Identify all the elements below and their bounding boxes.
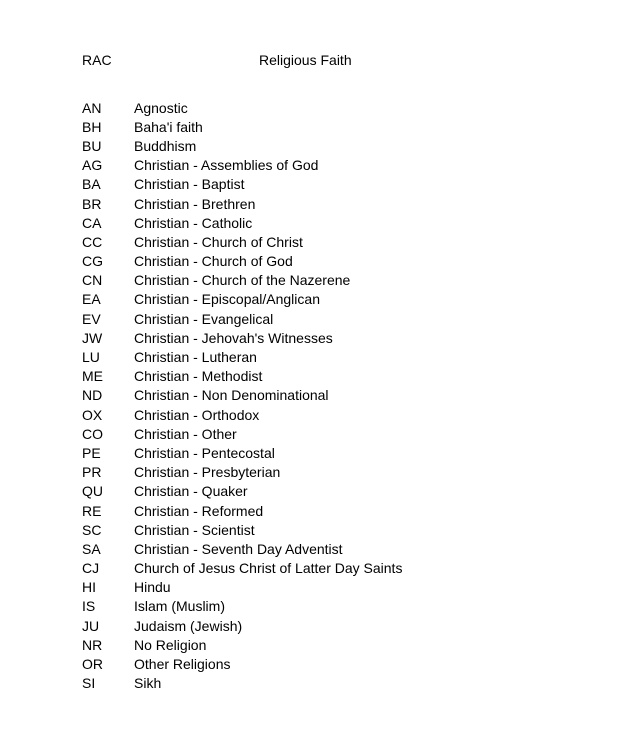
religion-name: Christian - Other [134,425,237,442]
religion-code: LU [82,349,100,366]
religion-name: Christian - Quaker [134,483,248,500]
religion-name: Christian - Seventh Day Adventist [134,540,343,557]
religion-name: Hindu [134,579,171,596]
religion-code: CJ [82,560,100,577]
religion-code: AN [82,99,102,116]
religion-code: EA [82,291,101,308]
religion-name: Christian - Jehovah's Witnesses [134,329,333,346]
religion-name: Christian - Church of Christ [134,233,303,250]
religion-name: Judaism (Jewish) [134,617,243,634]
religion-code: ND [82,387,103,404]
list-item [82,309,542,328]
religion-name: Christian - Assemblies of God [134,157,319,174]
religion-code: SC [82,521,102,538]
religion-name: Christian - Orthodox [134,406,260,423]
list-item [82,136,542,155]
religion-code: HI [82,579,96,596]
religion-code: JW [82,329,103,346]
religion-code: OR [82,656,103,673]
list-item [82,654,542,673]
list-item [82,482,542,501]
religion-code: PR [82,464,102,481]
religion-name: Church of Jesus Christ of Latter Day Saints [134,560,403,577]
religion-name: Christian - Catholic [134,214,253,231]
list-item [82,117,542,136]
religion-code: ME [82,368,103,385]
religion-code: RE [82,502,102,519]
list-item [82,213,542,232]
list-item [82,175,542,194]
religion-code: CC [82,233,103,250]
religion-name: Christian - Lutheran [134,349,257,366]
religion-name: Sikh [134,675,162,692]
religion-code: EV [82,310,101,327]
list-item [82,367,542,386]
religion-code: CG [82,253,103,270]
religion-code: PE [82,444,101,461]
religion-name: Christian - Church of God [134,253,293,270]
religion-code: NR [82,636,103,653]
list-item [82,635,542,654]
religion-name: Christian - Pentecostal [134,444,275,461]
list-item [82,405,542,424]
religion-name: Christian - Episcopal/Anglican [134,291,320,308]
list-item [82,194,542,213]
religion-code: JU [82,617,100,634]
religion-code-list [82,98,542,693]
religion-code: QU [82,483,103,500]
list-item [82,252,542,271]
list-item [82,98,542,117]
list-item [82,597,542,616]
religion-code: SI [82,675,96,692]
list-item [82,232,542,251]
column-header-faith: Religious Faith [259,52,352,68]
religion-name: Buddhism [134,137,197,154]
list-item [82,443,542,462]
religion-code: IS [82,598,96,615]
list-item [82,386,542,405]
religion-name: Christian - Reformed [134,502,264,519]
religion-code: BU [82,137,102,154]
list-item [82,290,542,309]
religion-code: BH [82,118,102,135]
religion-code: OX [82,406,103,423]
religion-name: Christian - Non Denominational [134,387,329,404]
religion-code: BR [82,195,102,212]
religion-name: No Religion [134,636,207,653]
religion-code: AG [82,157,103,174]
religion-name: Other Religions [134,656,231,673]
religion-code: CA [82,214,102,231]
list-item [82,328,542,347]
religion-name: Christian - Baptist [134,176,245,193]
religion-code: SA [82,540,101,557]
religion-code: BA [82,176,101,193]
list-item [82,616,542,635]
list-item [82,520,542,539]
religion-name: Christian - Presbyterian [134,464,281,481]
religion-code: CO [82,425,103,442]
religion-name: Christian - Methodist [134,368,263,385]
list-item [82,156,542,175]
religion-name: Baha'i faith [134,118,203,135]
list-item [82,501,542,520]
religion-code: CN [82,272,103,289]
list-item [82,271,542,290]
religion-name: Islam (Muslim) [134,598,225,615]
list-item [82,674,542,693]
list-item [82,347,542,366]
religion-name: Christian - Scientist [134,521,255,538]
list-item [82,463,542,482]
list-item [82,539,542,558]
list-item [82,424,542,443]
religion-name: Christian - Evangelical [134,310,274,327]
list-item [82,559,542,578]
religion-name: Christian - Church of the Nazerene [134,272,351,289]
column-header-code: RAC [82,52,112,68]
list-item [82,578,542,597]
religion-name: Agnostic [134,99,188,116]
religion-name: Christian - Brethren [134,195,256,212]
